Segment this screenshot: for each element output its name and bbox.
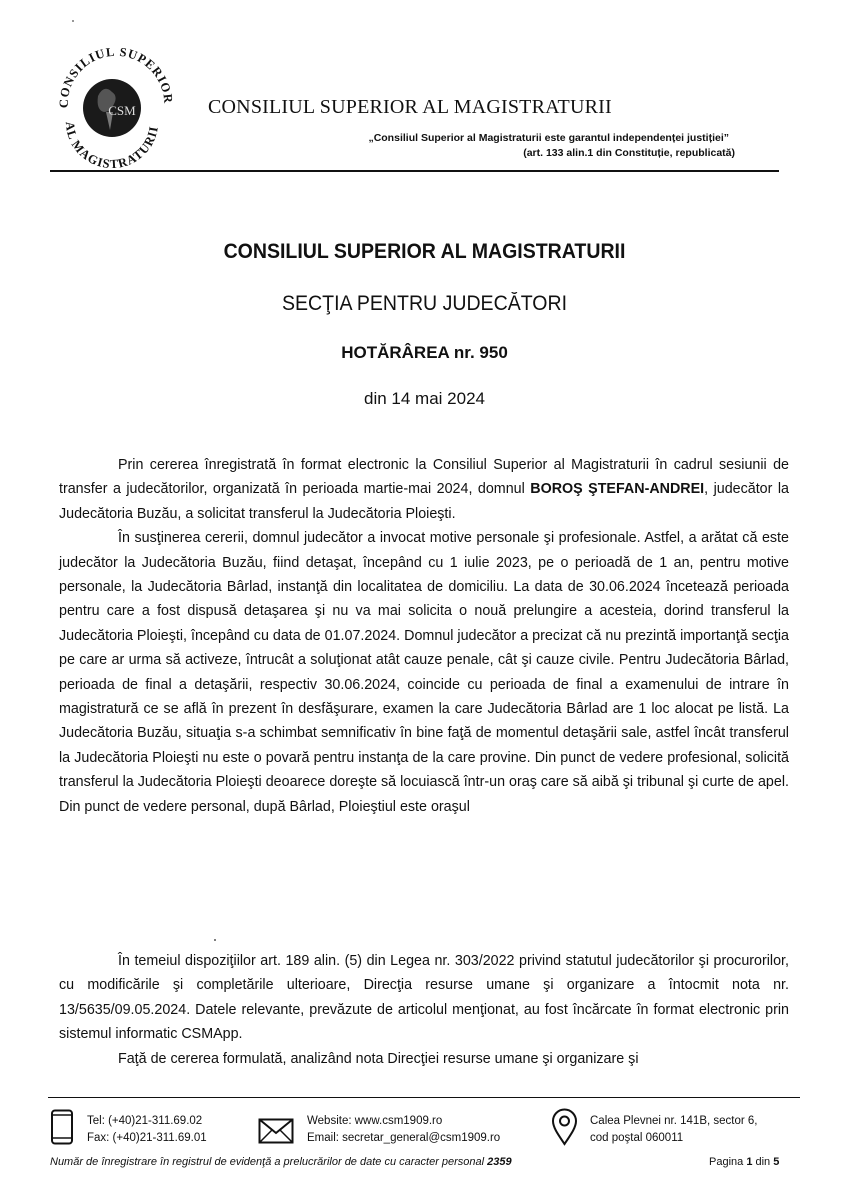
svg-text:CONSILIUL SUPERIOR: CONSILIUL SUPERIOR xyxy=(56,44,176,109)
envelope-icon xyxy=(258,1118,294,1144)
data-registration-note: Număr de înregistrare în registrul de evidenţă a prelucrărilor de date cu caracter personal 2359 xyxy=(50,1156,512,1168)
page-total: 5 xyxy=(773,1156,780,1168)
header-divider xyxy=(50,170,779,172)
org-name-heading: CONSILIUL SUPERIOR AL MAGISTRATURII xyxy=(208,96,612,118)
svg-text:CSM: CSM xyxy=(108,103,136,118)
registration-number: 2359 xyxy=(487,1156,512,1168)
motto-source: (art. 133 alin.1 din Constituție, republicată) xyxy=(523,147,735,159)
page-current: 1 xyxy=(746,1156,753,1168)
decision-date: din 14 mai 2024 xyxy=(364,389,485,408)
csm-logo xyxy=(46,38,176,168)
footer-divider xyxy=(48,1097,800,1098)
footer-address xyxy=(590,1113,758,1147)
page-number: Pagina 1 din 5 xyxy=(709,1156,780,1168)
website-link[interactable]: Website: www.csm1909.ro xyxy=(307,1115,443,1127)
address-postal-code: cod poştal 060011 xyxy=(590,1132,684,1144)
location-pin-icon xyxy=(551,1108,578,1146)
phone-number: Tel: (+40)21-311.69.02 xyxy=(87,1115,203,1127)
paragraph-legal-basis: În temeiul dispoziţiilor art. 189 alin. (5) din Legea nr. 303/2022 privind statutul judecătorilor şi procurorilor, cu modificările şi completările ulterioare, Direcţia resurse umane şi organizare a întocmit nota nr. 13/5635/09.05.2024. Datele relevante, prevăzute de articolul menţionat, au fost încărcate în format electronic prin sistemul informatic CSMApp. xyxy=(59,953,789,1043)
footer-contact-phone xyxy=(87,1113,207,1147)
scan-speck xyxy=(214,939,216,941)
paragraph-analysis: Faţă de cererea formulată, analizând nota Direcţiei resurse umane şi organizare şi xyxy=(118,1050,639,1067)
section-title: SECŢIA PENTRU JUDECĂTORI xyxy=(281,292,568,315)
motto-quote: „Consiliul Superior al Magistraturii este garantul independenței justiției” xyxy=(368,132,729,144)
fax-number: Fax: (+40)21-311.69.01 xyxy=(87,1132,207,1144)
paragraph-motives: În susţinerea cererii, domnul judecător a invocat motive personale şi profesionale. Astfel, a arătat că este judecător la Judecătoria Buzău, fiind detaşat, începând cu 1 iulie 2023, pe o perioadă de 1 an, pentru motive personale, la Judecătoria Bârlad, instanţă din localitatea de domiciliu. La data de 30.06.2024 încetează perioada pentru care a fost dispusă detaşarea şi nu va mai solicita o nouă prelungire a acesteia, dorind transferul la Judecătoria Ploieşti, începând cu data de 01.07.2024. Domnul judecător a precizat că nu prezintă importanţă secţia pe care ar urma să activeze, întrucât a soluţionat atât cauze penale, cât şi cauze civile. Pentru Judecătoria Bârlad, perioada de final a detaşării, respectiv 30.06.2024, coincide cu perioada de final a examenului de intrare în magistratură ce se află în prezent în desfăşurare, examen la care Judecătoria Bârlad are 1 loc alocat pe listă. La Judecătoria Buzău, situaţia s-a schimbat semnificativ în bine faţă de momentul detaşării sale, astfel încât transferul la Judecătoria Ploieşti nu este o povară pentru instanţa de la care provine. Din punct de vedere profesional, solicită transferul la Judecătoria Ploieşti deoarece doreşte să locuiască într-un oraş care să aibă şi tribunal şi curte de apel. Din punct de vedere personal, după Bârlad, Ploieştiul este oraşul xyxy=(59,530,789,815)
paragraph-request: Prin cererea înregistrată în format electronic la Consiliul Superior al Magistraturii în cadrul sesiunii de transfer a judecătorilor, organizată în perioada martie-mai 2024, domnul BOROŞ ŞTEFAN-ANDREI, judecător la Judecătoria Buzău, a solicitat transferul la Judecătoria Ploieşti. xyxy=(59,457,789,522)
decision-number: HOTĂRÂREA nr. 950 xyxy=(341,343,508,362)
body-section-2 xyxy=(59,949,789,1071)
footer-contact-web xyxy=(307,1113,500,1147)
motto xyxy=(368,131,735,161)
address-street: Calea Plevnei nr. 141B, sector 6, xyxy=(590,1115,758,1127)
institution-title: CONSILIUL SUPERIOR AL MAGISTRATURII xyxy=(223,240,626,263)
svg-text:AL MAGISTRATURII: AL MAGISTRATURII xyxy=(62,120,161,168)
email-link[interactable]: Email: secretar_general@csm1909.ro xyxy=(307,1132,501,1144)
phone-icon xyxy=(50,1109,74,1145)
body-section-1 xyxy=(59,453,789,819)
scan-speck xyxy=(72,20,74,22)
applicant-name: BOROŞ ŞTEFAN-ANDREI xyxy=(530,481,705,498)
